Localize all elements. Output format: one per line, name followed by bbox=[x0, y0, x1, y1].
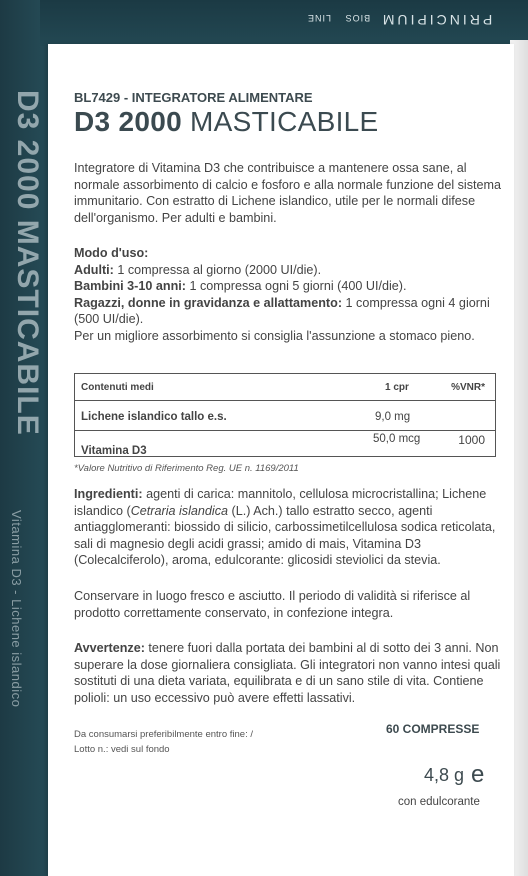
warnings-text: tenere fuori dalla portata dei bambini al di sotto dei 3 anni. Non superare la dose giornaliera consigliata. Gli integratori non vanno intesi quali sostituti di una dieta variata, equilibrata e di un sano stile di vita. Contiene polioli: un uso eccessivo può avere effetti lassativi. bbox=[74, 641, 501, 705]
usage-heading: Modo d'uso: bbox=[74, 246, 149, 260]
table-cell-amount: 9,0 mg bbox=[375, 411, 411, 423]
table-header-vnr: %VNR* bbox=[451, 382, 485, 393]
vnr-footnote: *Valore Nutritivo di Riferimento Reg. UE n. 1169/2011 bbox=[74, 463, 299, 474]
table-row bbox=[75, 400, 495, 430]
usage-section bbox=[74, 245, 502, 345]
estimated-sign-icon: e bbox=[471, 761, 485, 788]
net-weight: 4,8 g bbox=[424, 765, 465, 785]
table-header-dose: 1 cpr bbox=[385, 382, 409, 393]
nutrition-table-header bbox=[75, 378, 495, 399]
table-cell-amount: 50,0 mcg bbox=[373, 433, 421, 445]
usage-teens-label: Ragazzi, donne in gravidanza e allattamento: bbox=[74, 295, 343, 310]
product-title bbox=[74, 106, 379, 138]
best-before-text: Da consumarsi preferibilmente entro fine: / bbox=[74, 729, 253, 740]
usage-teens-text: 1 compressa ogni 4 giorni (500 UI/die). bbox=[74, 295, 490, 327]
ingredients-label: Ingredienti: bbox=[74, 487, 143, 501]
warnings-paragraph bbox=[74, 640, 502, 706]
usage-children-text: 1 compressa ogni 5 giorni (400 UI/die). bbox=[185, 279, 407, 294]
usage-note: Per un migliore assorbimento si consiglia l'assunzione a stomaco pieno. bbox=[74, 328, 475, 343]
brand-name: PRINCIPIUM bbox=[379, 12, 492, 28]
spine-subtitle: Vitamina D3 - Lichene islandico bbox=[9, 510, 24, 708]
product-title-bold: D3 2000 bbox=[74, 106, 182, 137]
product-code: BL7429 - INTEGRATORE ALIMENTARE bbox=[74, 90, 313, 105]
usage-adults-label: Adulti: bbox=[74, 262, 114, 277]
sweetener-note: con edulcorante bbox=[398, 796, 480, 808]
tablet-count: 60 COMPRESSE bbox=[386, 722, 480, 736]
table-cell-name: Lichene islandico tallo e.s. bbox=[81, 411, 227, 423]
brand-line-mark: BIOS bbox=[344, 13, 370, 23]
ingredients-paragraph bbox=[74, 486, 502, 569]
intro-paragraph: Integratore di Vitamina D3 che contribuisce a mantenere ossa sane, al normale assorbimento di calcio e fosforo e alla normale funzione del sistema immunitario. Con estratto di Lichene islandico, utile per le normali difese dell'organismo. Per adulti e bambini. bbox=[74, 161, 502, 225]
usage-children-label: Bambini 3-10 anni: bbox=[74, 279, 186, 294]
ingredients-text-2: (L.) Ach.) tallo estratto secco, agenti antiagglomeranti: biossido di silicio, carbossimetilcellulosa sodica reticolata, sali di magnesio degli acidi grassi; amido di mais, Vitamina D3 (Colecalciferolo), aroma, edulcorante: glicosidi steviolici da stevia. bbox=[74, 503, 496, 568]
table-cell-name: Vitamina D3 bbox=[81, 445, 147, 457]
product-title-light: MASTICABILE bbox=[181, 106, 379, 137]
spine-title: D3 2000 MASTICABILE bbox=[11, 90, 44, 436]
brand-logo bbox=[303, 12, 492, 28]
ingredients-species: Cetraria islandica bbox=[130, 503, 228, 518]
table-cell-vnr: 1000 bbox=[458, 433, 485, 447]
table-header-content: Contenuti medi bbox=[81, 382, 154, 393]
nutrition-table bbox=[74, 373, 496, 457]
warnings-label: Avvertenze: bbox=[74, 641, 145, 655]
brand-line-label: LINE bbox=[306, 13, 331, 23]
lot-number-text: Lotto n.: vedi sul fondo bbox=[74, 744, 170, 755]
ingredients-text-1: agenti di carica: mannitolo, cellulosa microcristallina; Lichene islandico ( bbox=[74, 487, 487, 518]
table-row bbox=[75, 430, 495, 457]
usage-adults-text: 1 compressa al giorno (2000 UI/die). bbox=[113, 262, 322, 277]
storage-paragraph: Conservare in luogo fresco e asciutto. Il periodo di validità si riferisce al prodotto correttamente conservato, in confezione integra. bbox=[74, 589, 471, 620]
box-top-edge bbox=[40, 0, 528, 46]
